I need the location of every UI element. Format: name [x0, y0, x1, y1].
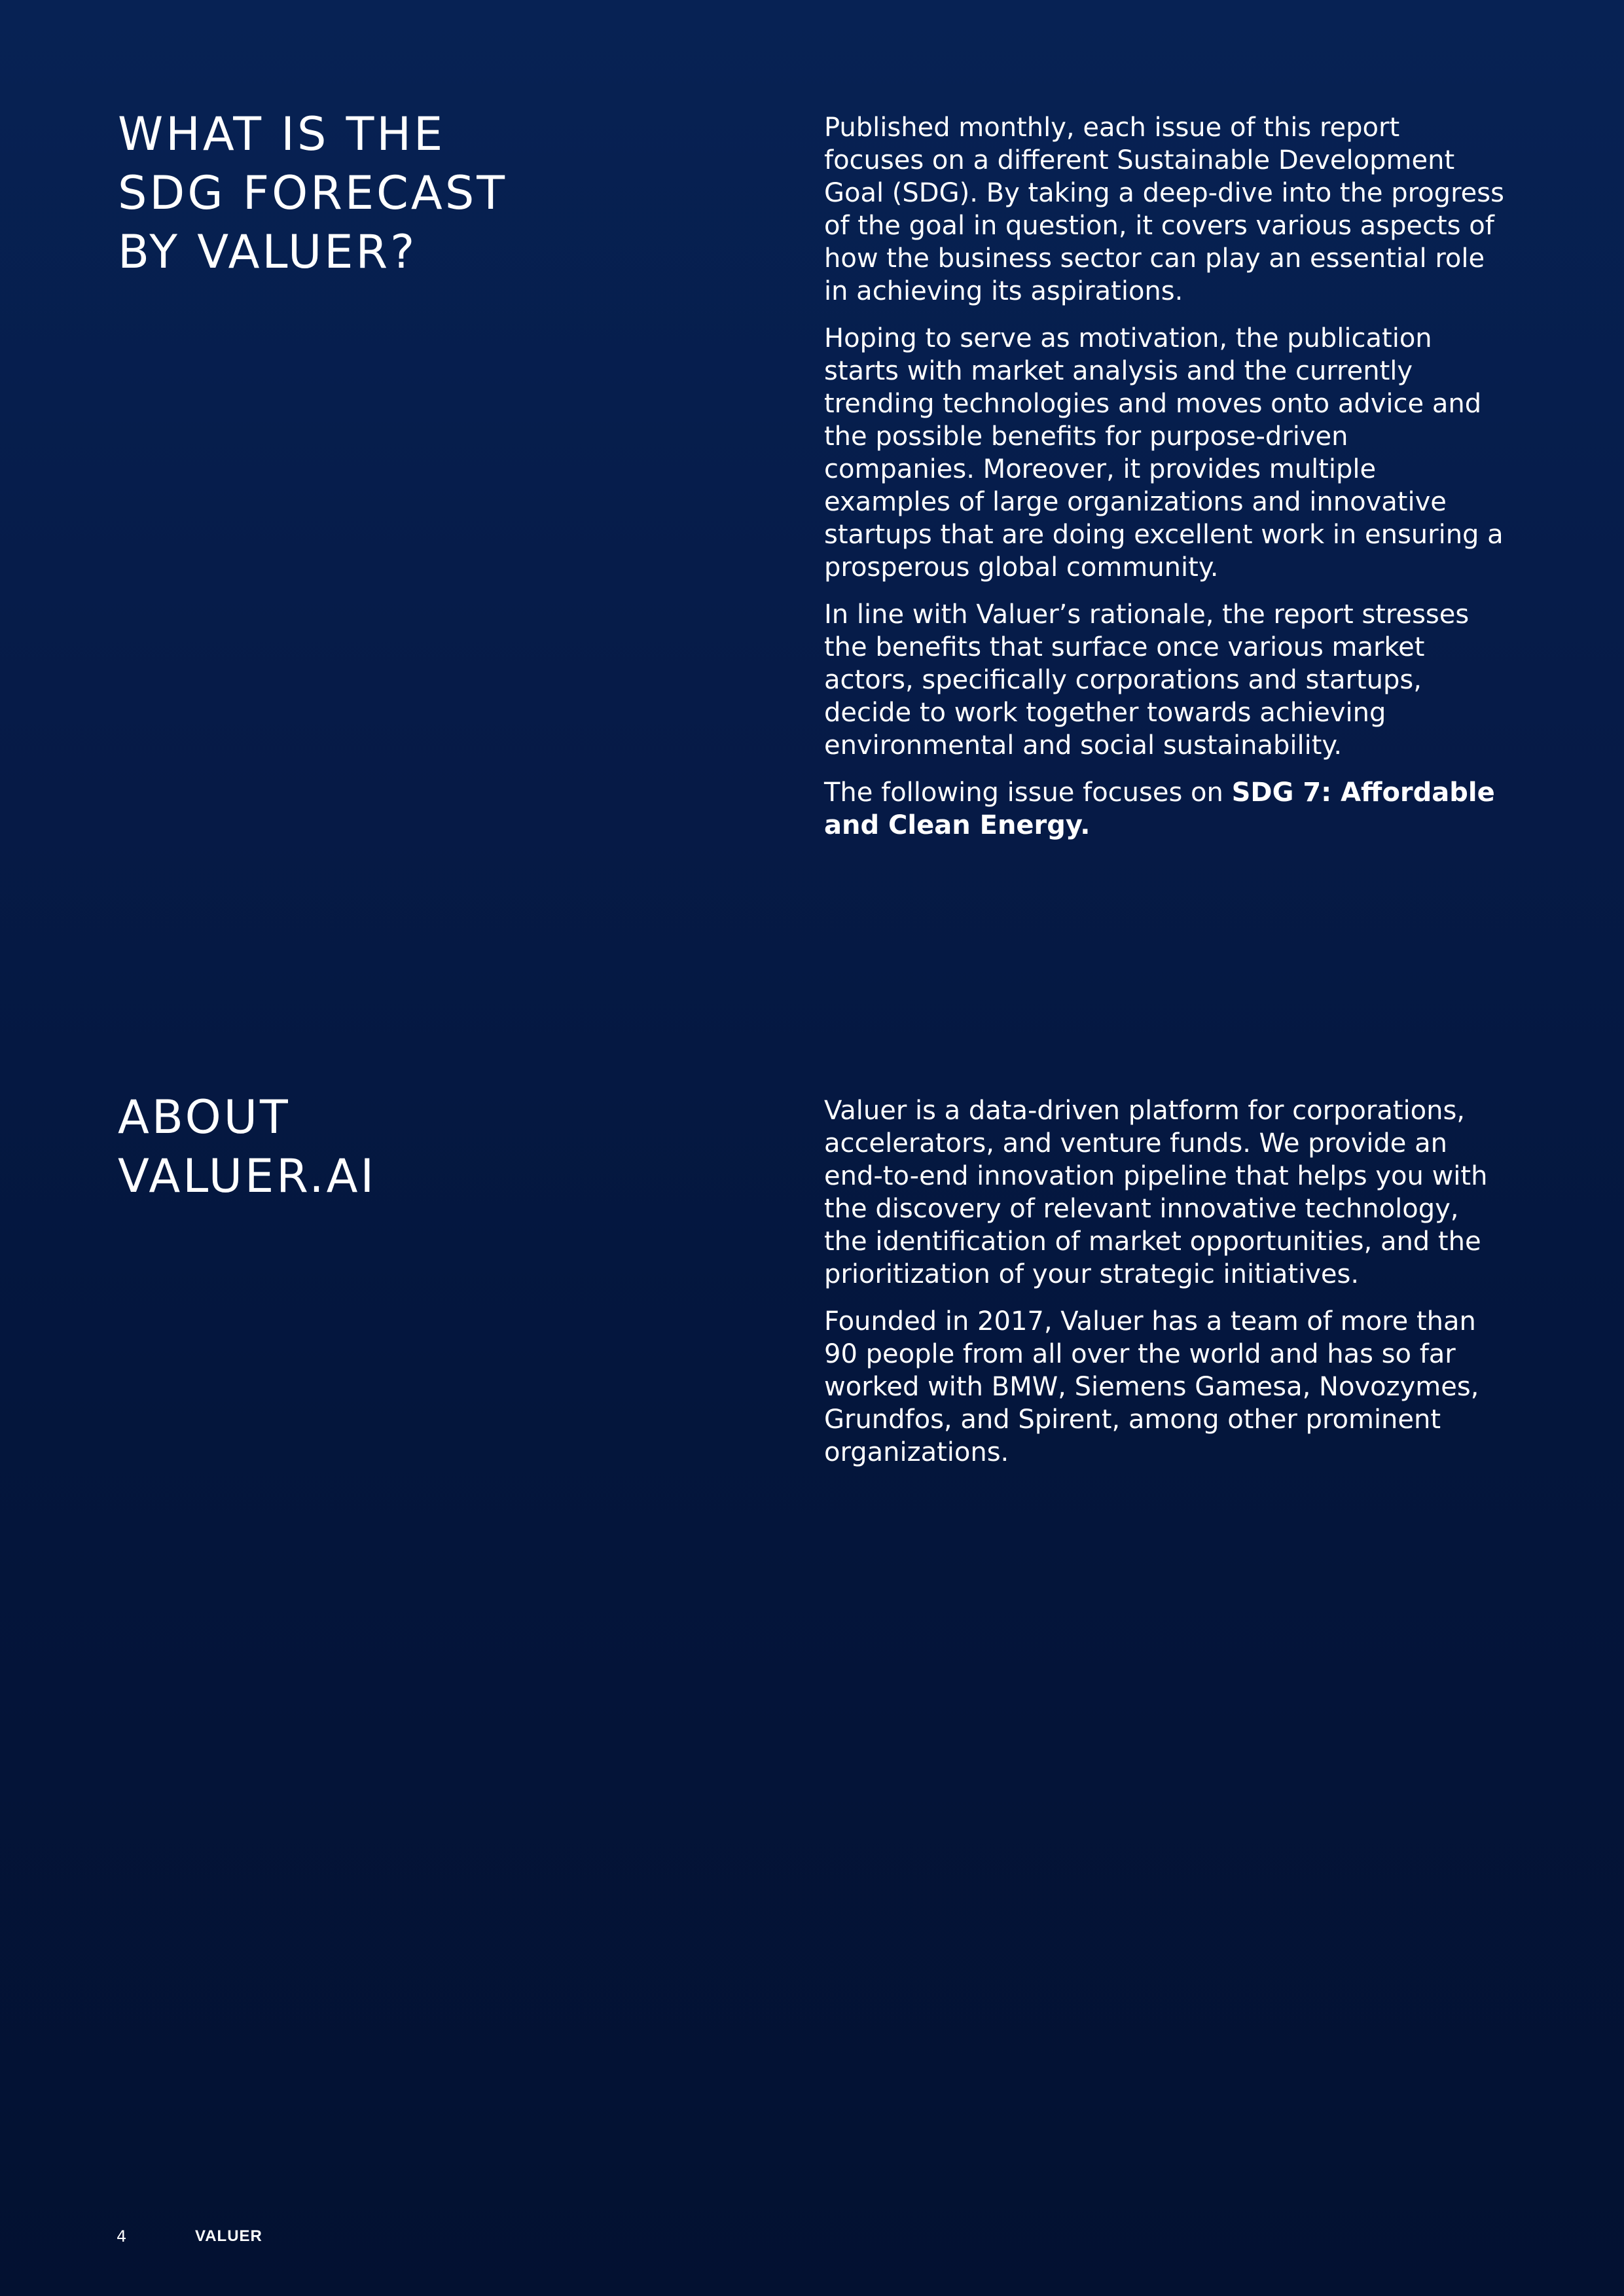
- sdg-goal-highlight: SDG 7: Affordable and Clean Energy.: [824, 778, 1495, 840]
- closing-paragraph: [824, 776, 1505, 842]
- closing-prefix: The following issue focuses on: [824, 778, 1232, 808]
- sdg-forecast-body: [824, 111, 1505, 856]
- paragraph: In line with Valuer’s rationale, the report stresses the benefits that surface once various market actors, specifically corporations and startups, decide to work together towards achieving environmental and social sustainability.: [824, 600, 1470, 761]
- heading-line: ABOUT: [118, 1090, 291, 1144]
- valuer-logo: VALUER: [195, 2227, 262, 2245]
- heading-line: SDG FORECAST: [118, 166, 508, 220]
- paragraph: Published monthly, each issue of this report focuses on a different Sustainable Development Goal (SDG). By taking a deep-dive into the progress of the goal in question, it covers various aspects of how the business sector can play an essential role in achieving its aspirations.: [824, 113, 1504, 306]
- heading-line: WHAT IS THE: [118, 107, 446, 161]
- sdg-forecast-heading: [118, 105, 507, 281]
- page-number: 4: [117, 2227, 127, 2246]
- heading-line: VALUER.AI: [118, 1149, 377, 1203]
- heading-line: BY VALUER?: [118, 225, 418, 279]
- paragraph: Founded in 2017, Valuer has a team of more than 90 people from all over the world and has so far worked with BMW, Siemens Gamesa, Novozymes, Grundfos, and Spirent, among other prominent organizations.: [824, 1306, 1479, 1467]
- paragraph: Valuer is a data-driven platform for corporations, accelerators, and venture funds. We provide an end-to-end innovation pipeline that helps you with the discovery of relevant innovative technology, the identification of market opportunities, and the prioritization of your strategic initiatives.: [824, 1096, 1488, 1289]
- page-footer: [117, 2227, 262, 2246]
- paragraph: Hoping to serve as motivation, the publication starts with market analysis and the currently trending technologies and moves onto advice and the possible benefits for purpose-driven companies. Moreover, it provides multiple examples of large organizations and innovative startups that are doing excellent work in ensuring a prosperous global community.: [824, 323, 1504, 583]
- about-valuer-heading: [118, 1088, 376, 1206]
- about-valuer-body: [824, 1094, 1505, 1483]
